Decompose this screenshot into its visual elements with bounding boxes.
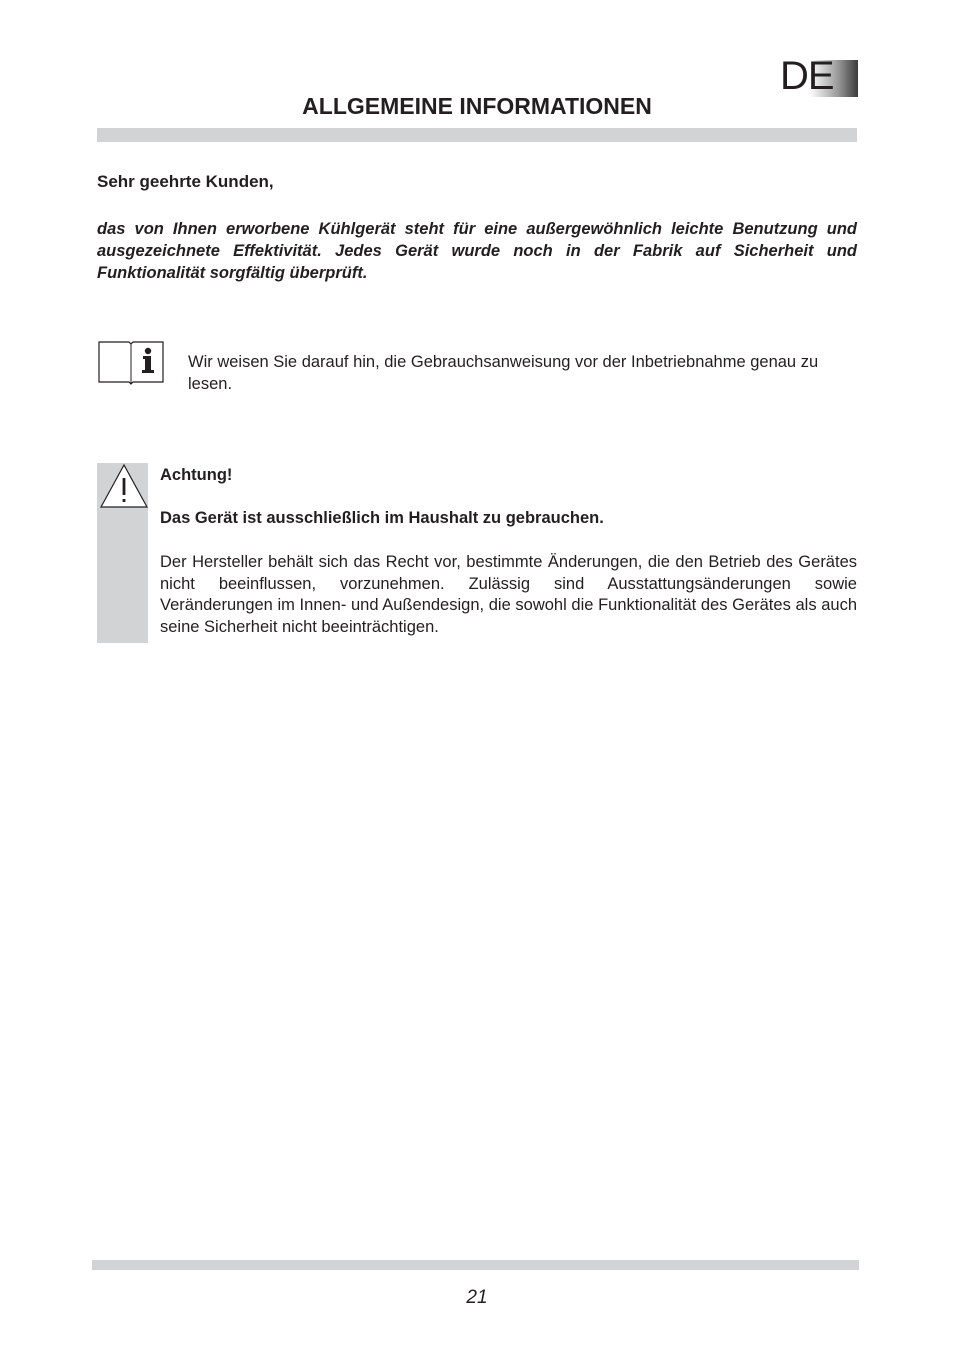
info-note-text: Wir weisen Sie darauf hin, die Gebrauchsanweisung vor der Inbetriebnahme genau zu lesen. <box>188 353 819 393</box>
language-badge-label: DE <box>780 54 834 98</box>
intro-paragraph: das von Ihnen erworbene Kühlgerät steht für eine außergewöhnlich leichte Benutzung und ausgezeichnete Effektivität. Jedes Gerät wurde noch in der Fabrik auf Sicherheit und Funktionalität sorgfältig überprüft. <box>97 220 857 282</box>
page-title: ALLGEMEINE INFORMATIONEN <box>302 93 652 119</box>
warning-text: Der Hersteller behält sich das Recht vor, bestimmte Änderungen, die den Betrieb des Gerätes nicht beeinflussen, vorzunehmen. Zulässig sind Ausstattungsänderungen sowie Veränderungen im Innen- und Außendesign, die sowohl die Funktionalität des Gerätes als auch seine Sicherheit nicht beeinträchtigen. <box>160 553 857 636</box>
info-manual-icon <box>97 338 165 386</box>
warning-triangle-icon <box>99 462 149 510</box>
greeting: Sehr geehrte Kunden, <box>97 172 274 191</box>
warning-bold-text: Das Gerät ist ausschließlich im Haushalt zu gebrauchen. <box>160 509 604 527</box>
page-number: 21 <box>466 1287 488 1308</box>
footer-rule <box>92 1260 859 1270</box>
warning-title: Achtung! <box>160 466 233 484</box>
header-rule <box>97 128 857 142</box>
